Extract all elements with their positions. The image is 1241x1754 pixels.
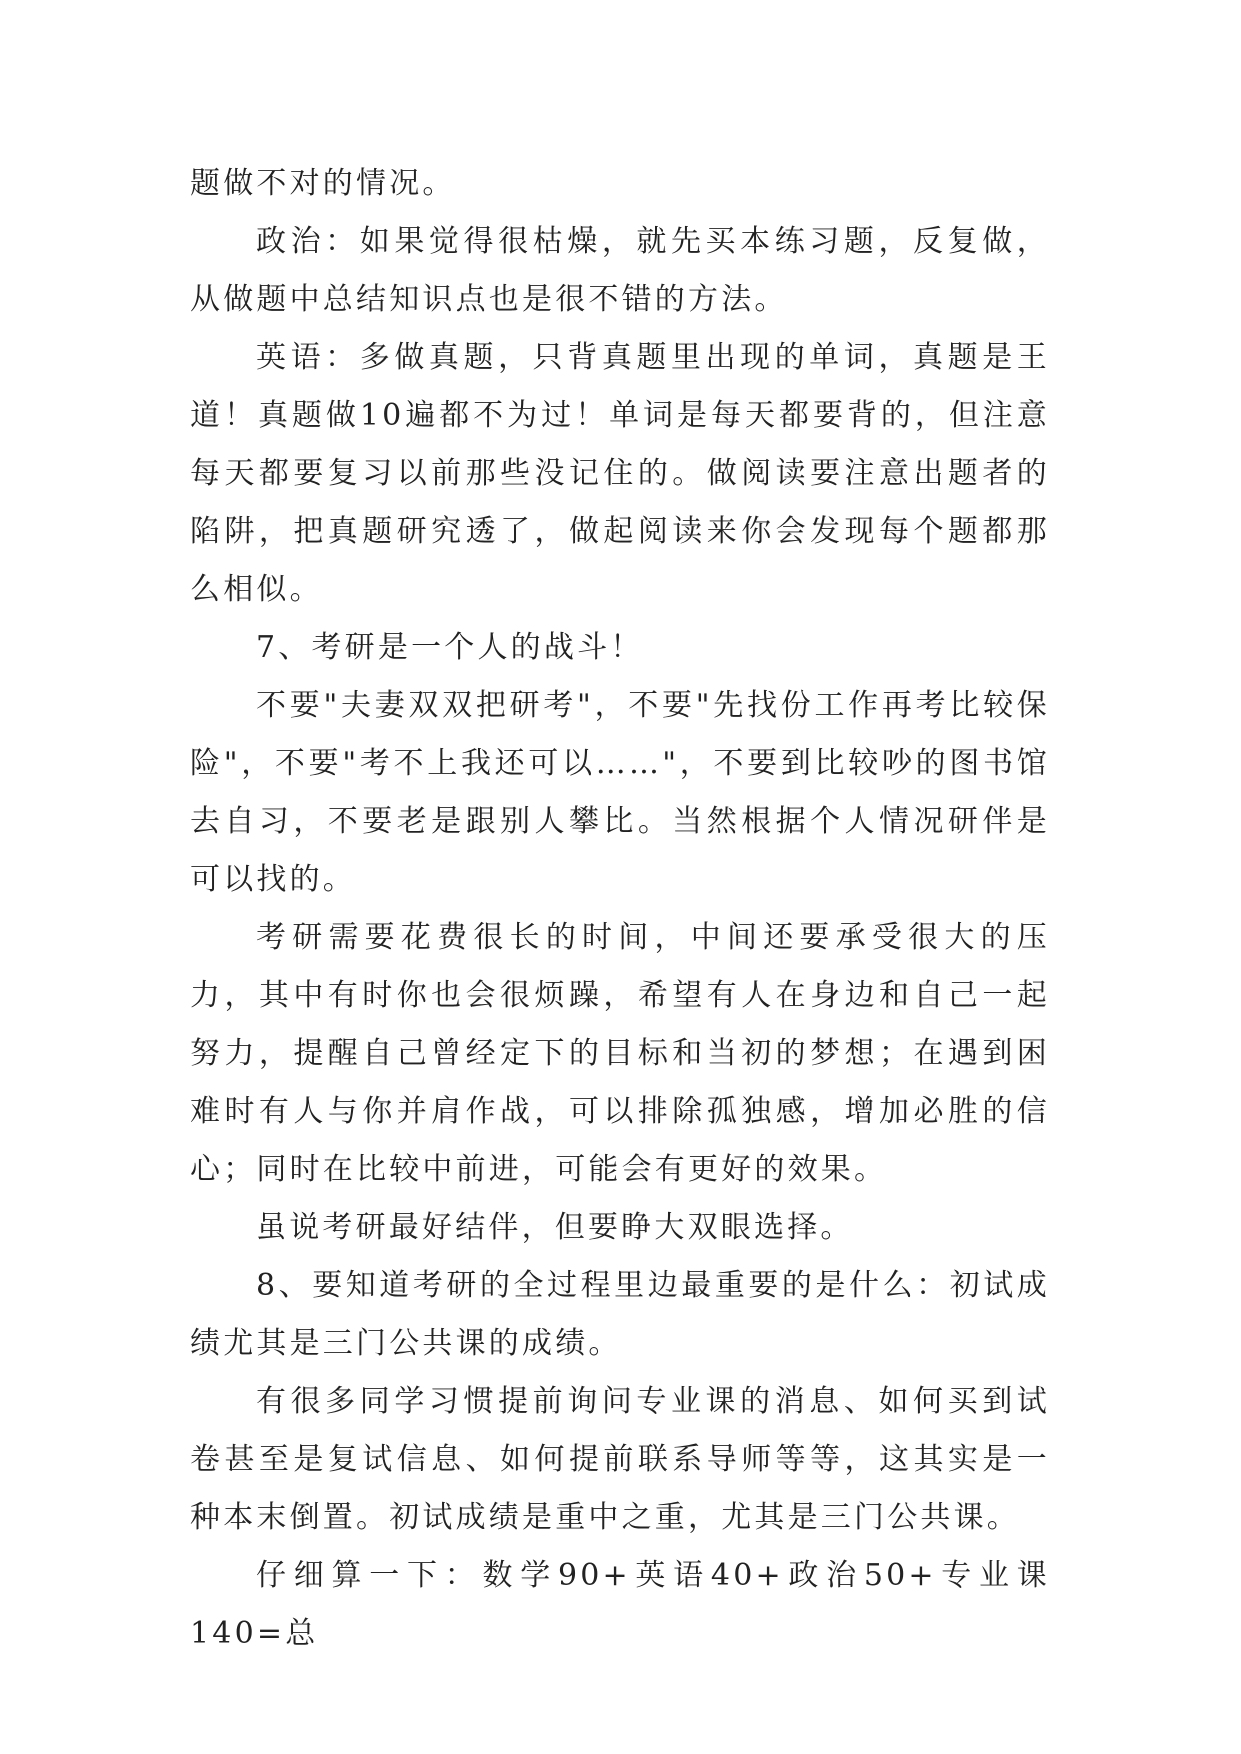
paragraph-heading-8: 8、要知道考研的全过程里边最重要的是什么：初试成绩尤其是三门公共课的成绩。 (190, 1268, 1050, 1361)
paragraph-dont-list: 不要"夫妻双双把研考"，不要"先找份工作再考比较保险"，不要"考不上我还可以……"，不要到比较吵的图书馆去自习，不要老是跟别人攀比。当然根据个人情况研伴是可以找的。 (190, 688, 1050, 897)
paragraph-choose-wisely: 虽说考研最好结伴，但要睁大双眼选择。 (256, 1210, 854, 1245)
paragraph-companion: 考研需要花费很长的时间，中间还要承受很大的压力，其中有时你也会很烦躁，希望有人在身边和自己一起努力，提醒自己曾经定下的目标和当初的梦想；在遇到困难时有人与你并肩作战，可以排除孤独感，增加必胜的信心；同时在比较中前进，可能会有更好的效果。 (190, 920, 1050, 1187)
document-body (190, 155, 1050, 1663)
paragraph-continuation: 题做不对的情况。 (190, 166, 456, 201)
paragraph-english: 英语：多做真题，只背真题里出现的单词，真题是王道！真题做10遍都不为过！单词是每天都要背的，但注意每天都要复习以前那些没记住的。做阅读要注意出题者的陷阱，把真题研究透了，做起阅读来你会发现每个题都那么相似。 (190, 340, 1050, 607)
paragraph-calculation: 仔细算一下：数学90+英语40+政治50+专业课140=总 (190, 1558, 1050, 1651)
paragraph-politics: 政治：如果觉得很枯燥，就先买本练习题，反复做，从做题中总结知识点也是很不错的方法。 (190, 224, 1050, 317)
paragraph-priorities: 有很多同学习惯提前询问专业课的消息、如何买到试卷甚至是复试信息、如何提前联系导师等等，这其实是一种本末倒置。初试成绩是重中之重，尤其是三门公共课。 (190, 1384, 1050, 1535)
paragraph-heading-7: 7、考研是一个人的战斗！ (256, 630, 644, 665)
